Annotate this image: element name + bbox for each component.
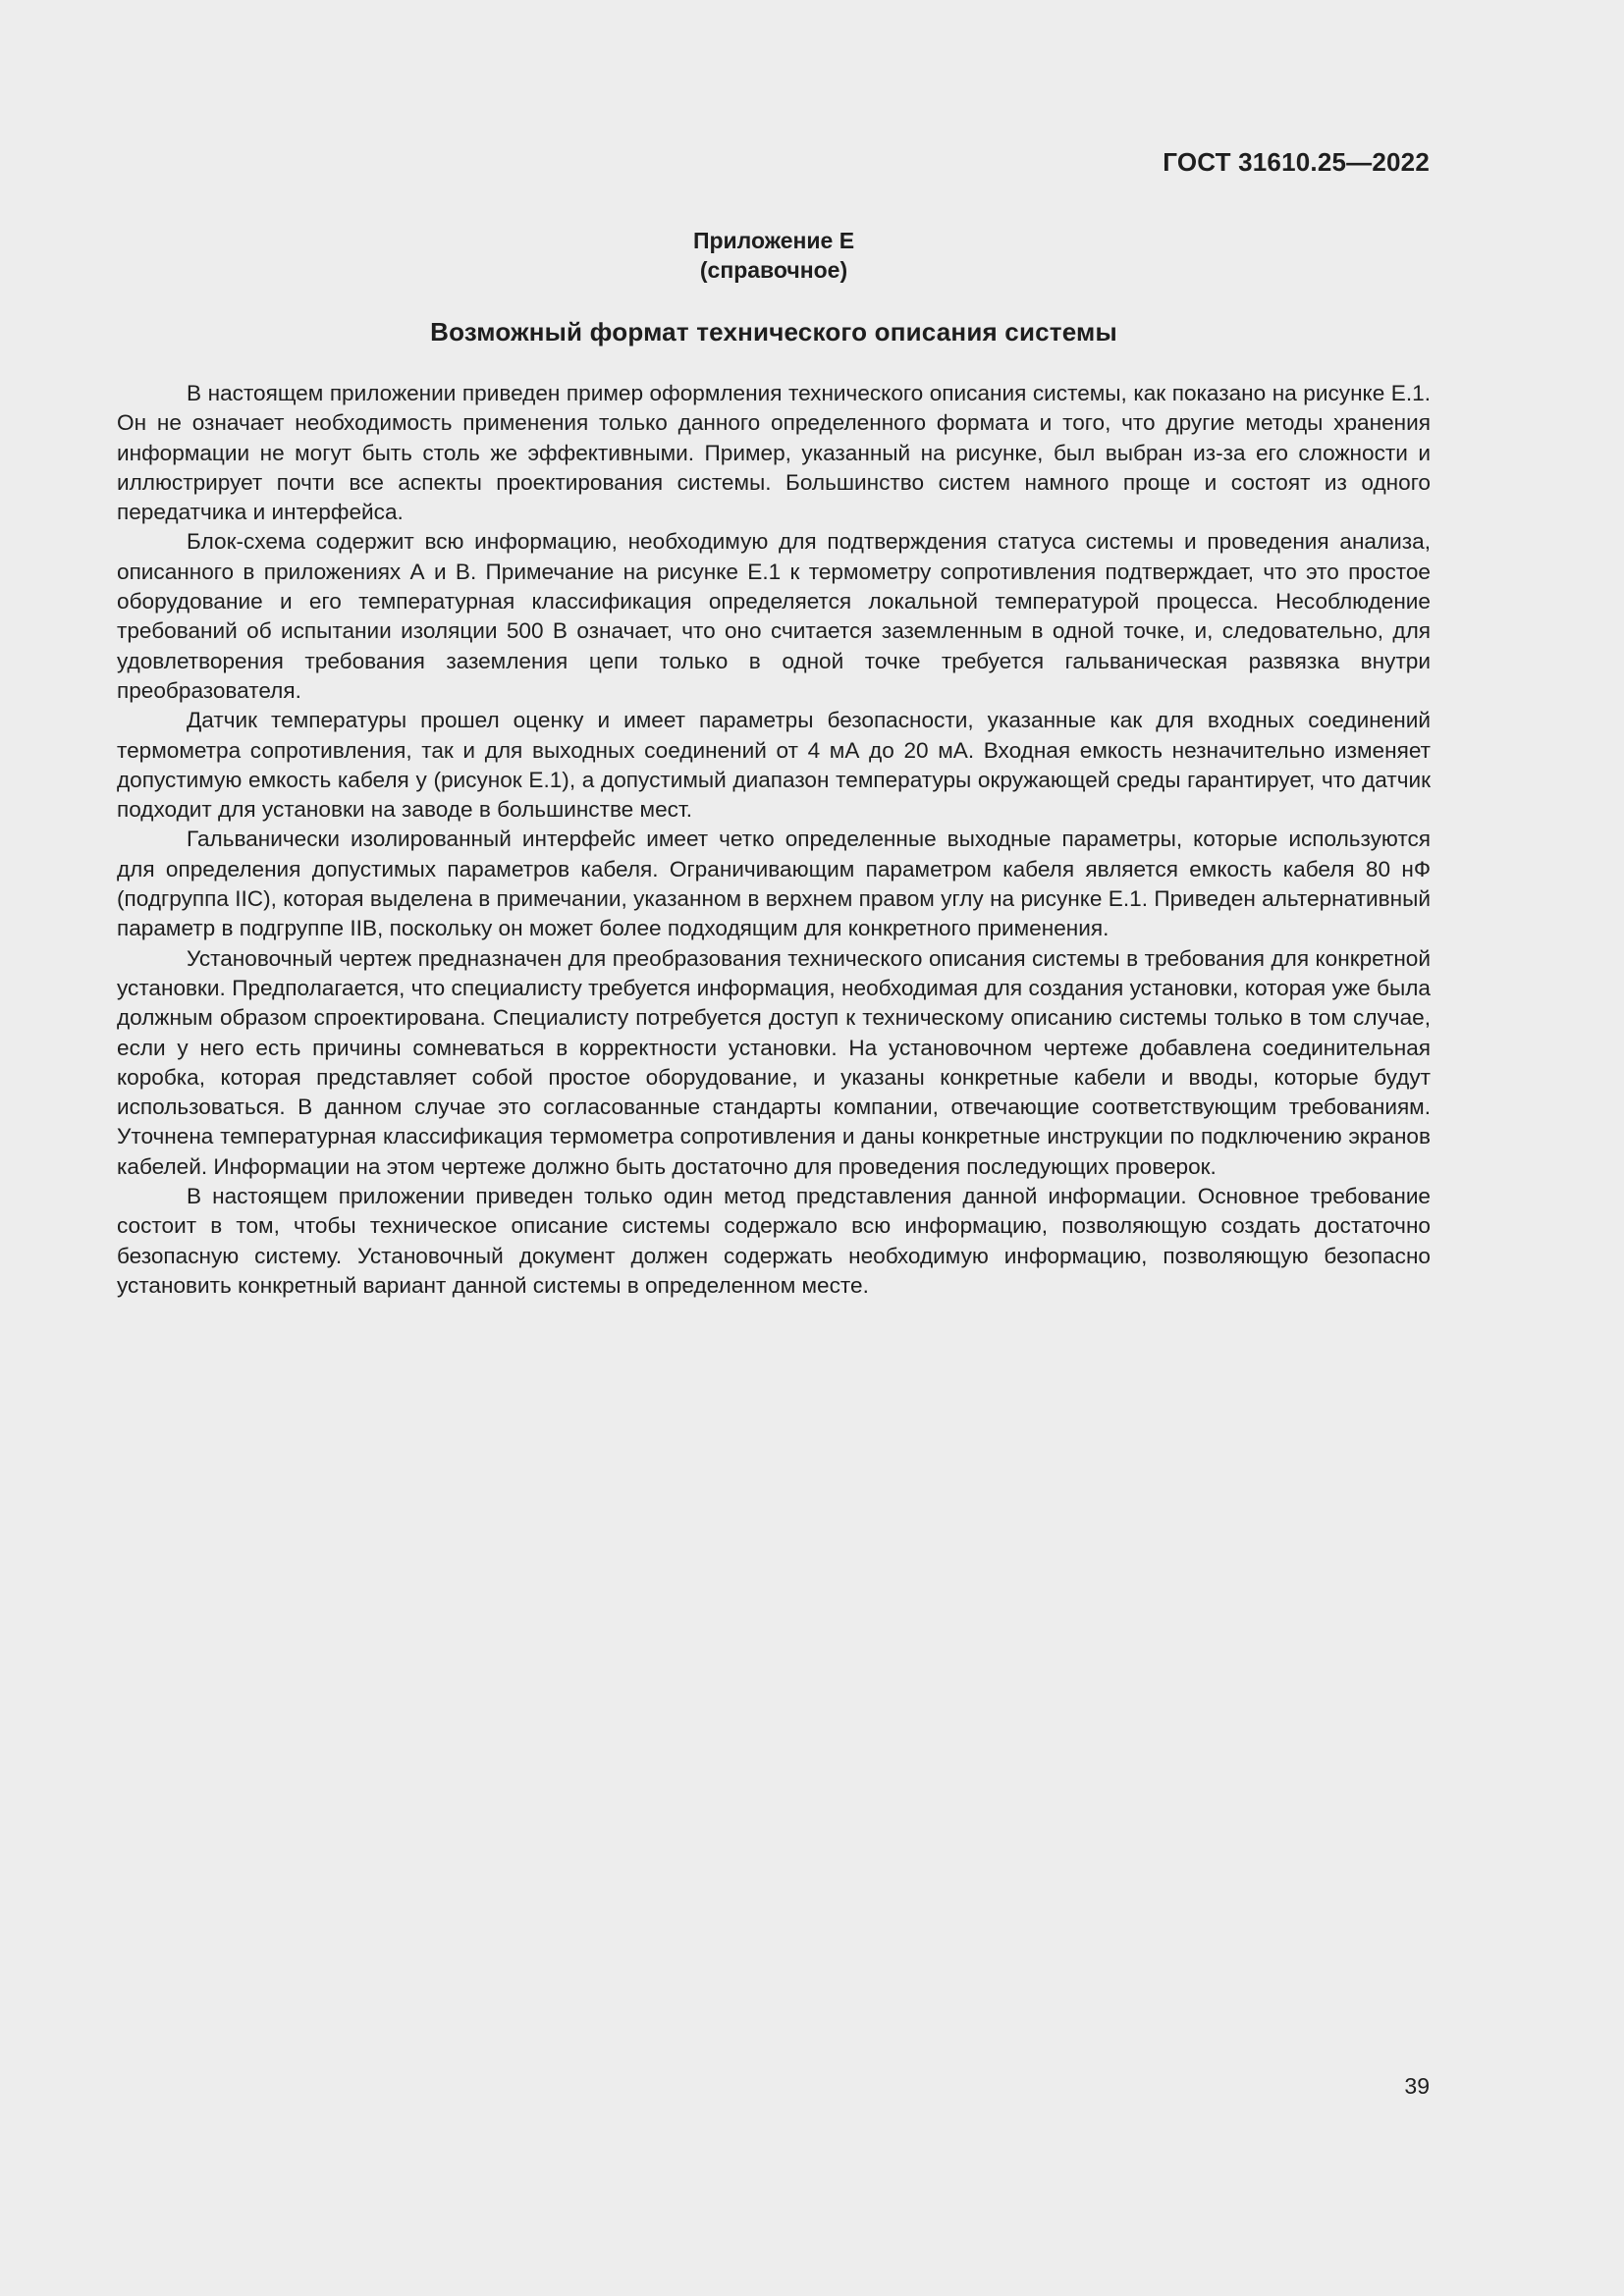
paragraph: В настоящем приложении приведен только один метод представления данной информации. Основное требование состоит в том, чтобы техническое описание системы содержало всю информацию, позволяющую создать достаточно безопасную систему. Установочный документ должен содержать необходимую информацию, позволяющую безопасно установить конкретный вариант данной системы в определенном месте.	[117, 1184, 1431, 1298]
page-number: 39	[1404, 2073, 1430, 2099]
paragraph: В настоящем приложении приведен пример оформления технического описания системы, как показано на рисунке Е.1. Он не означает необходимость применения только данного определенного формата и того, что другие методы хранения информации не могут быть столь же эффективными. Пример, указанный на рисунке, был выбран из-за его сложности и иллюстрирует почти все аспекты проектирования системы. Большинство систем намного проще и состоят из одного передатчика и интерфейса.	[117, 381, 1431, 525]
paragraph: Установочный чертеж предназначен для преобразования технического описания системы в требования для конкретной установки. Предполагается, что специалисту требуется информация, необходимая для создания установки, которая уже была должным образом спроектирована. Специалисту потребуется доступ к техническому описанию системы только в том случае, если у него есть причины сомневаться в корректности установки. На установочном чертеже добавлена соединительная коробка, которая представляет собой простое оборудование, и указаны конкретные кабели и вводы, которые будут использоваться. В данном случае это согласованные стандарты компании, отвечающие соответствующим требованиям. Уточнена температурная классификация термометра сопротивления и даны конкретные инструкции по подключению экранов кабелей. Информации на этом чертеже должно быть достаточно для проведения последующих проверок.	[117, 945, 1431, 1179]
document-code: ГОСТ 31610.25—2022	[1163, 147, 1430, 177]
paragraph: Датчик температуры прошел оценку и имеет параметры безопасности, указанные как для входных соединений термометра сопротивления, так и для выходных соединений от 4 мА до 20 мА. Входная емкость незначительно изменяет допустимую емкость кабеля у (рисунок Е.1), а допустимый диапазон температуры окружающей среды гарантирует, что датчик подходит для установки на заводе в большинстве мест.	[117, 708, 1431, 823]
paragraph: Блок-схема содержит всю информацию, необходимую для подтверждения статуса системы и проведения анализа, описанного в приложениях А и В. Примечание на рисунке Е.1 к термометру сопротивления подтверждает, что это простое оборудование и его температурная классификация определяется локальной температурой процесса. Несоблюдение требований об испытании изоляции 500 В означает, что оно считается заземленным в одной точке, и, следовательно, для удовлетворения требования заземления цепи только в одной точке требуется гальваническая развязка внутри преобразователя.	[117, 529, 1431, 703]
appendix-subtitle: (справочное)	[699, 257, 848, 283]
body-text	[117, 379, 1431, 1301]
section-title: Возможный формат технического описания системы	[430, 317, 1117, 347]
paragraph: Гальванически изолированный интерфейс имеет четко определенные выходные параметры, которые используются для определения допустимых параметров кабеля. Ограничивающим параметром кабеля является емкость кабеля 80 нФ (подгруппа IIC), которая выделена в примечании, указанном в верхнем правом углу на рисунке Е.1. Приведен альтернативный параметр в подгруппе IIB, поскольку он может более подходящим для конкретного применения.	[117, 827, 1431, 941]
appendix-heading	[0, 226, 1547, 285]
appendix-title: Приложение Е	[692, 228, 855, 253]
